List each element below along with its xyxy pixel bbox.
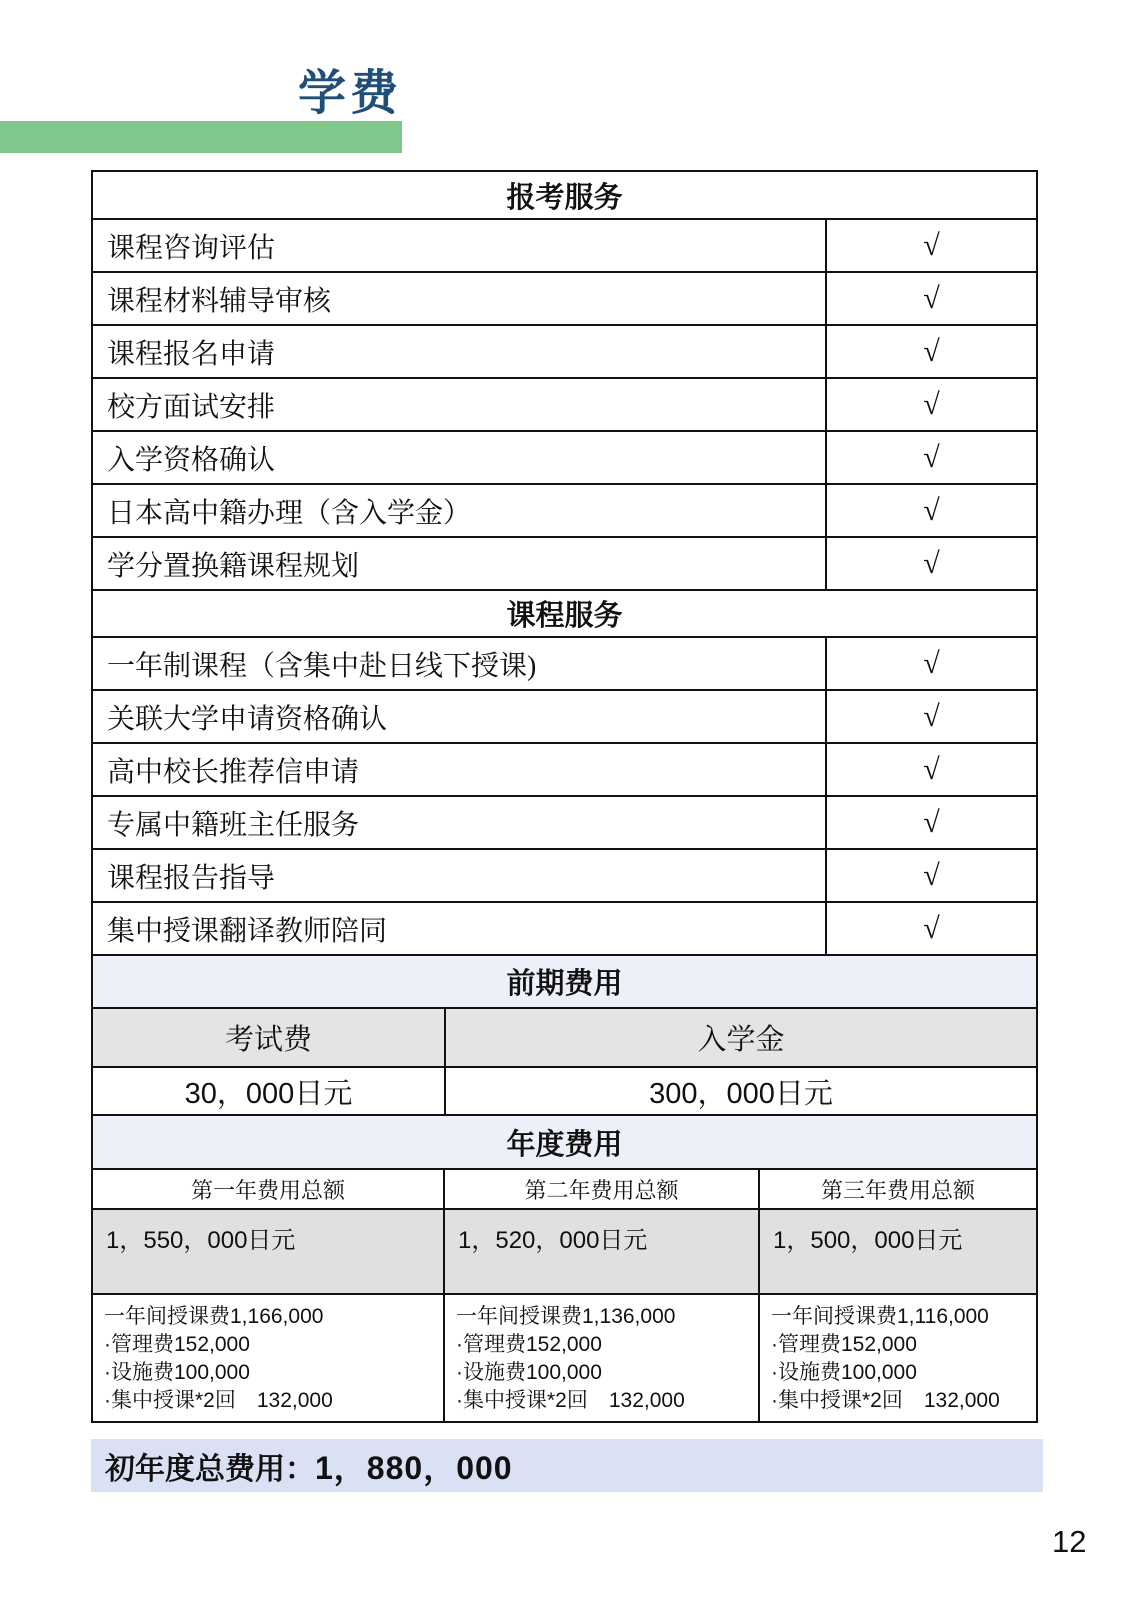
check-mark: √ xyxy=(825,485,1036,536)
service-label: 关联大学申请资格确认 xyxy=(107,703,388,735)
breakdown-line: ·集中授课*2回 132,000 xyxy=(771,1389,1000,1412)
service-row xyxy=(93,377,1036,430)
check-mark: √ xyxy=(825,691,1036,742)
section-header-annual-fees: 年度费用 xyxy=(93,1114,1036,1168)
year-total-values xyxy=(93,1208,1036,1293)
check-mark: √ xyxy=(825,538,1036,589)
grand-total-row xyxy=(91,1439,1043,1492)
breakdown-line: 一年间授课费1,136,000 xyxy=(456,1305,676,1328)
service-label: 高中校长推荐信申请 xyxy=(107,756,360,788)
service-row xyxy=(93,324,1036,377)
service-label: 课程材料辅导审核 xyxy=(107,285,332,317)
fee-column-header-admission: 入学金 xyxy=(444,1009,1036,1066)
service-label: 学分置换籍课程规划 xyxy=(107,550,360,582)
service-label: 专属中籍班主任服务 xyxy=(107,809,360,841)
service-row xyxy=(93,901,1036,954)
service-row xyxy=(93,483,1036,536)
page-number: 12 xyxy=(1052,1524,1087,1559)
section-header-application-services: 报考服务 xyxy=(506,181,623,214)
year-breakdown-3 xyxy=(758,1295,1036,1421)
check-mark: √ xyxy=(825,744,1036,795)
service-label: 日本高中籍办理（含入学金） xyxy=(107,497,472,529)
year-column-header-1: 第一年费用总额 xyxy=(190,1177,345,1203)
service-row xyxy=(93,742,1036,795)
year-total-2: 1，520，000日元 xyxy=(443,1210,758,1293)
fee-column-header-exam: 考试费 xyxy=(224,1024,312,1056)
breakdown-line: ·设施费100,000 xyxy=(456,1361,602,1384)
breakdown-line: ·管理费152,000 xyxy=(456,1333,602,1356)
service-row xyxy=(93,536,1036,589)
fee-value-admission: 300，000日元 xyxy=(444,1068,1036,1114)
check-mark: √ xyxy=(825,326,1036,377)
service-label: 校方面试安排 xyxy=(107,391,276,423)
check-mark: √ xyxy=(825,903,1036,954)
check-mark: √ xyxy=(825,638,1036,689)
upfront-fee-values xyxy=(93,1066,1036,1114)
year-column-headers xyxy=(93,1168,1036,1208)
check-mark: √ xyxy=(825,220,1036,271)
service-row xyxy=(93,271,1036,324)
page-title: 学费 xyxy=(298,67,403,120)
year-breakdown-1 xyxy=(93,1295,443,1421)
service-label: 入学资格确认 xyxy=(107,444,276,476)
service-label: 一年制课程（含集中赴日线下授课) xyxy=(107,650,537,682)
service-row xyxy=(93,795,1036,848)
breakdown-line: 一年间授课费1,166,000 xyxy=(104,1305,324,1328)
year-total-1: 1，550，000日元 xyxy=(106,1227,296,1254)
service-row xyxy=(93,689,1036,742)
fee-table xyxy=(91,170,1038,1423)
check-mark: √ xyxy=(825,379,1036,430)
service-row xyxy=(93,430,1036,483)
service-row xyxy=(93,636,1036,689)
check-mark: √ xyxy=(825,273,1036,324)
accent-bar xyxy=(0,121,402,153)
service-row xyxy=(93,218,1036,271)
breakdown-line: 一年间授课费1,116,000 xyxy=(771,1305,989,1328)
service-row xyxy=(93,848,1036,901)
service-label: 课程咨询评估 xyxy=(107,232,276,264)
section-header-course-services: 课程服务 xyxy=(93,589,1036,636)
service-label: 课程报名申请 xyxy=(107,338,276,370)
breakdown-line: ·管理费152,000 xyxy=(771,1333,917,1356)
service-label: 集中授课翻译教师陪同 xyxy=(107,915,388,947)
year-total-3: 1，500，000日元 xyxy=(758,1210,1036,1293)
check-mark: √ xyxy=(825,797,1036,848)
breakdown-line: ·设施费100,000 xyxy=(771,1361,917,1384)
fee-value-exam: 30，000日元 xyxy=(184,1077,353,1110)
year-column-header-3: 第三年费用总额 xyxy=(758,1170,1036,1208)
check-mark: √ xyxy=(825,850,1036,901)
year-column-header-2: 第二年费用总额 xyxy=(443,1170,758,1208)
check-mark: √ xyxy=(825,432,1036,483)
breakdown-line: ·集中授课*2回 132,000 xyxy=(456,1389,685,1412)
upfront-fee-columns xyxy=(93,1007,1036,1066)
year-breakdown-2 xyxy=(443,1295,758,1421)
grand-total-value: 1，880，000 xyxy=(315,1449,513,1486)
breakdown-line: ·集中授课*2回 132,000 xyxy=(104,1389,333,1412)
breakdown-line: ·管理费152,000 xyxy=(104,1333,250,1356)
section-header-upfront-fees: 前期费用 xyxy=(93,954,1036,1007)
breakdown-line: ·设施费100,000 xyxy=(104,1361,250,1384)
service-label: 课程报告指导 xyxy=(107,862,276,894)
year-breakdowns xyxy=(93,1293,1036,1421)
grand-total-label: 初年度总费用： xyxy=(105,1452,315,1486)
